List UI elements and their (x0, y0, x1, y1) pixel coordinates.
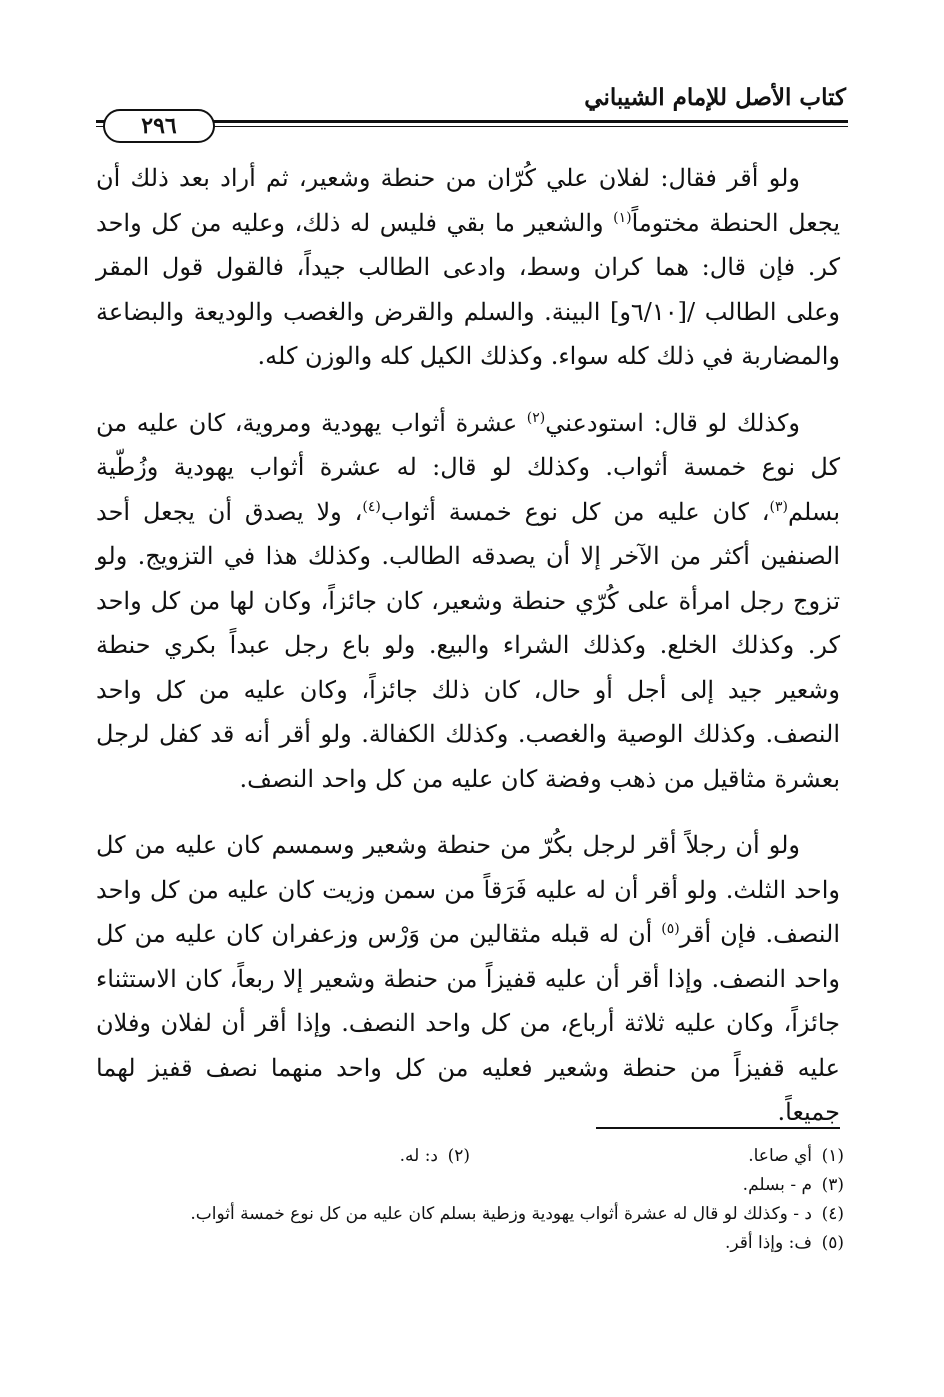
footnote-text: م - بسلم. (742, 1175, 812, 1195)
text-segment: ولو أن رجلاً أقر لرجل بكُرّ من حنطة وشعير وسمسم كان عليه من كل واحد الثلث. ولو أقر أن له عليه فَرَقاً من سمن وزيت كان عليه من كل واحد النصف. فإن أقر (96, 831, 840, 948)
footnote-4 (96, 1200, 844, 1229)
footnote-pair (96, 1142, 844, 1171)
footnotes (96, 1142, 844, 1258)
page-number: ٢٩٦ (103, 109, 215, 143)
paragraph-1 (96, 156, 840, 379)
main-text (96, 156, 840, 1157)
text-segment: وكذلك لو قال: استودعني (545, 408, 801, 437)
footnote-number: (١) (821, 1146, 844, 1166)
footnote-ref[interactable]: (٢) (526, 409, 546, 426)
footnote-ref[interactable]: (٣) (769, 498, 788, 515)
footnote-5 (96, 1229, 844, 1258)
footnote-text: د - وكذلك لو قال له عشرة أثواب يهودية وزطية بسلم كان عليه من كل نوع خمسة أثواب. (190, 1204, 812, 1224)
footnote-number: (٤) (821, 1204, 844, 1224)
paragraph-2 (96, 401, 840, 802)
text-segment: ولو أقر فقال: لفلان علي كُرّان من حنطة وشعير، ثم أراد بعد ذلك أن يجعل الحنطة مختوماً (96, 164, 841, 237)
footnote-number: (٢) (447, 1146, 470, 1166)
footnote-ref[interactable]: (١) (613, 209, 632, 226)
text-segment: ، كان عليه من كل نوع خمسة أثواب (380, 497, 770, 526)
footnote-text: أي صاعا. (748, 1146, 812, 1166)
footnote-1 (470, 1142, 844, 1171)
footnote-number: (٣) (821, 1175, 844, 1195)
paragraph-3 (96, 823, 840, 1135)
footnote-ref[interactable]: (٥) (661, 921, 680, 937)
footnote-text: ف: وإذا أقر. (724, 1233, 812, 1253)
text-segment: أن له قبله مثقالين من وَرْس وزعفران كان عليه من كل واحد النصف. وإذا أقر أن عليه قفيزاً من حنطة وشعير إلا ربعاً، كان الاستثناء جائزاً، وكان عليه ثلاثة أرباع، من كل واحد النصف. وإذا أقر أن لفلان وفلان عليه قفيزاً من حنطة وشعير فعليه من كل واحد منهما نصف قفيز لهما جميعاً. (96, 920, 840, 1126)
running-header-title: كتاب الأصل للإمام الشيباني (584, 84, 846, 111)
footnote-number: (٥) (821, 1233, 844, 1253)
text-segment: عشرة أثواب يهودية ومروية، كان عليه من كل نوع خمسة أثواب. وكذلك لو قال: له عشرة أثواب يهودية وزُطّية بسلم (96, 408, 841, 526)
footnote-text: د: له. (399, 1146, 438, 1166)
text-segment: ، ولا يصدق أن يجعل أحد الصنفين أكثر من الآخر إلا أن يصدقه الطالب. وكذلك هذا في التزويج. ولو تزوج رجل امرأة على كُرّي حنطة وشعير، كان جائزاً، وكان لها من كل واحد كر. وكذلك الخلع. وكذلك الشراء والبيع. ولو باع رجل عبداً بكري حنطة وشعير جيد إلى أجل أو حال، كان ذلك جائزاً، وكان عليه من كل واحد النصف. وكذلك الوصية والغصب. وكذلك الكفالة. ولو أقر أنه قد كفل لرجل بعشرة مثاقيل من ذهب وفضة كان عليه من كل واحد النصف. (96, 497, 840, 793)
footnote-ref[interactable]: (٤) (362, 498, 381, 515)
text-segment: والشعير ما بقي فليس له ذلك، وعليه من كل واحد كر. فإن قال: هما كران وسط، وادعى الطالب جيداً، فالقول قول المقر وعلى الطالب /[٦/١٠و] البينة. والسلم والقرض والغصب والوديعة والبضاعة والمضاربة في ذلك كله سواء. وكذلك الكيل كله والوزن كله. (96, 208, 840, 370)
footnote-3 (96, 1171, 844, 1200)
footnote-separator (596, 1127, 840, 1129)
footnote-2 (96, 1142, 470, 1171)
